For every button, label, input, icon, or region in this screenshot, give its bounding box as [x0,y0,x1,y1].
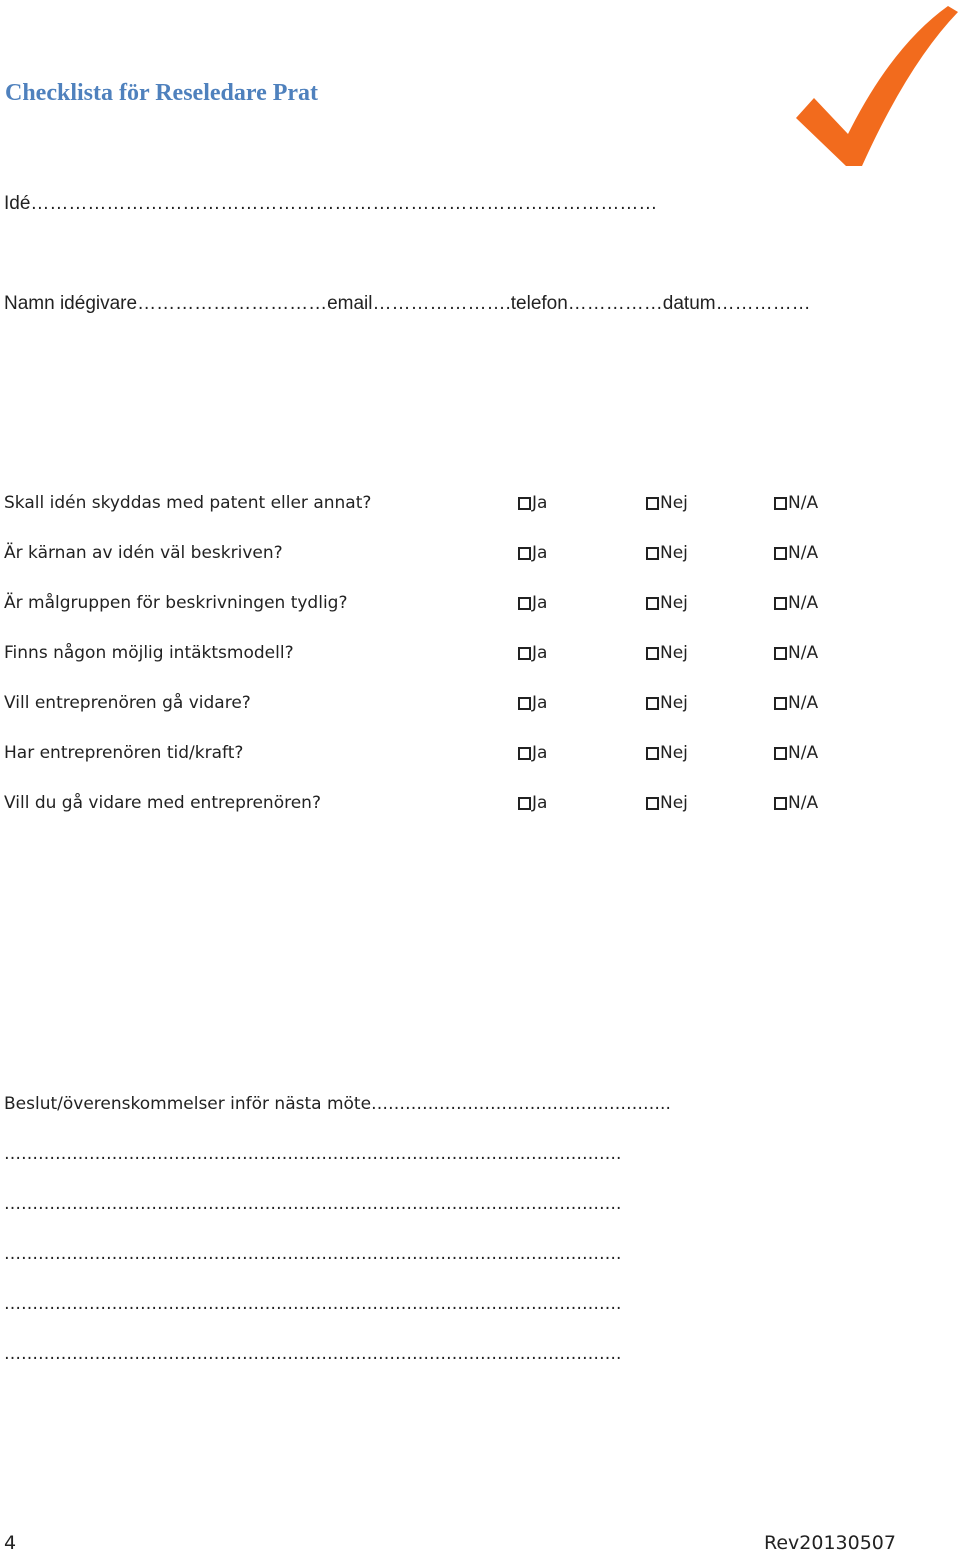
checkbox-icon[interactable] [774,547,787,560]
checkbox-icon[interactable] [646,647,659,660]
notes-line[interactable]: ………………………………………………………………………………………………. [4,1244,622,1264]
question-row [4,493,904,521]
checkbox-icon[interactable] [518,697,531,710]
checkbox-icon[interactable] [646,747,659,760]
option-ja[interactable]: Ja [518,793,547,813]
option-nej[interactable]: Nej [646,643,688,663]
question-text: Finns någon möjlig intäktsmodell? [4,643,294,663]
option-nej[interactable]: Nej [646,593,688,613]
checkbox-icon[interactable] [518,547,531,560]
question-text: Har entreprenören tid/kraft? [4,743,244,763]
checkbox-icon[interactable] [518,497,531,510]
option-nej[interactable]: Nej [646,743,688,763]
question-row [4,543,904,571]
option-ja[interactable]: Ja [518,543,547,563]
option-nej[interactable]: Nej [646,543,688,563]
checkbox-icon[interactable] [518,797,531,810]
checkbox-icon[interactable] [646,697,659,710]
checkbox-icon[interactable] [774,597,787,610]
option-na[interactable]: N/A [774,793,818,813]
option-na[interactable]: N/A [774,493,818,513]
option-ja[interactable]: Ja [518,643,547,663]
checkbox-icon[interactable] [774,647,787,660]
checkbox-icon[interactable] [518,647,531,660]
checkbox-icon[interactable] [646,547,659,560]
question-text: Är kärnan av idén väl beskriven? [4,543,283,563]
checkbox-icon[interactable] [774,747,787,760]
contact-line[interactable]: Namn idégivare…………………………email………………….telefon……………datum…………… [4,293,811,314]
question-row [4,643,904,671]
question-row [4,693,904,721]
option-na[interactable]: N/A [774,643,818,663]
question-text: Vill du gå vidare med entreprenören? [4,793,321,813]
option-na[interactable]: N/A [774,743,818,763]
option-nej[interactable]: Nej [646,493,688,513]
option-na[interactable]: N/A [774,593,818,613]
idea-line[interactable]: Idé……………………………………………………………………………………… [4,193,658,214]
notes-line[interactable]: ………………………………………………………………………………………………. [4,1144,622,1164]
checkbox-icon[interactable] [646,597,659,610]
option-nej[interactable]: Nej [646,793,688,813]
option-ja[interactable]: Ja [518,493,547,513]
option-ja[interactable]: Ja [518,593,547,613]
question-text: Är målgruppen för beskrivningen tydlig? [4,593,348,613]
question-text: Skall idén skyddas med patent eller annat? [4,493,372,513]
checkbox-icon[interactable] [774,497,787,510]
option-ja[interactable]: Ja [518,693,547,713]
checkbox-icon[interactable] [646,797,659,810]
notes-line[interactable]: ………………………………………………………………………………………………. [4,1194,622,1214]
checkbox-icon[interactable] [518,747,531,760]
checkbox-icon[interactable] [774,797,787,810]
option-na[interactable]: N/A [774,543,818,563]
checkmark-icon [788,0,960,170]
notes-line[interactable]: ………………………………………………………………………………………………. [4,1344,622,1364]
checkbox-icon[interactable] [646,497,659,510]
decision-line[interactable]: Beslut/överenskommelser inför nästa möte…………………………………………….. [4,1094,671,1114]
checkbox-icon[interactable] [774,697,787,710]
question-row [4,593,904,621]
checkbox-icon[interactable] [518,597,531,610]
revision-label: Rev20130507 [764,1532,896,1554]
option-nej[interactable]: Nej [646,693,688,713]
page-title: Checklista för Reseledare Prat [5,80,319,106]
page-number: 4 [4,1532,17,1554]
option-ja[interactable]: Ja [518,743,547,763]
question-row [4,743,904,771]
question-text: Vill entreprenören gå vidare? [4,693,251,713]
notes-line[interactable]: ………………………………………………………………………………………………. [4,1294,622,1314]
question-row [4,793,904,821]
option-na[interactable]: N/A [774,693,818,713]
